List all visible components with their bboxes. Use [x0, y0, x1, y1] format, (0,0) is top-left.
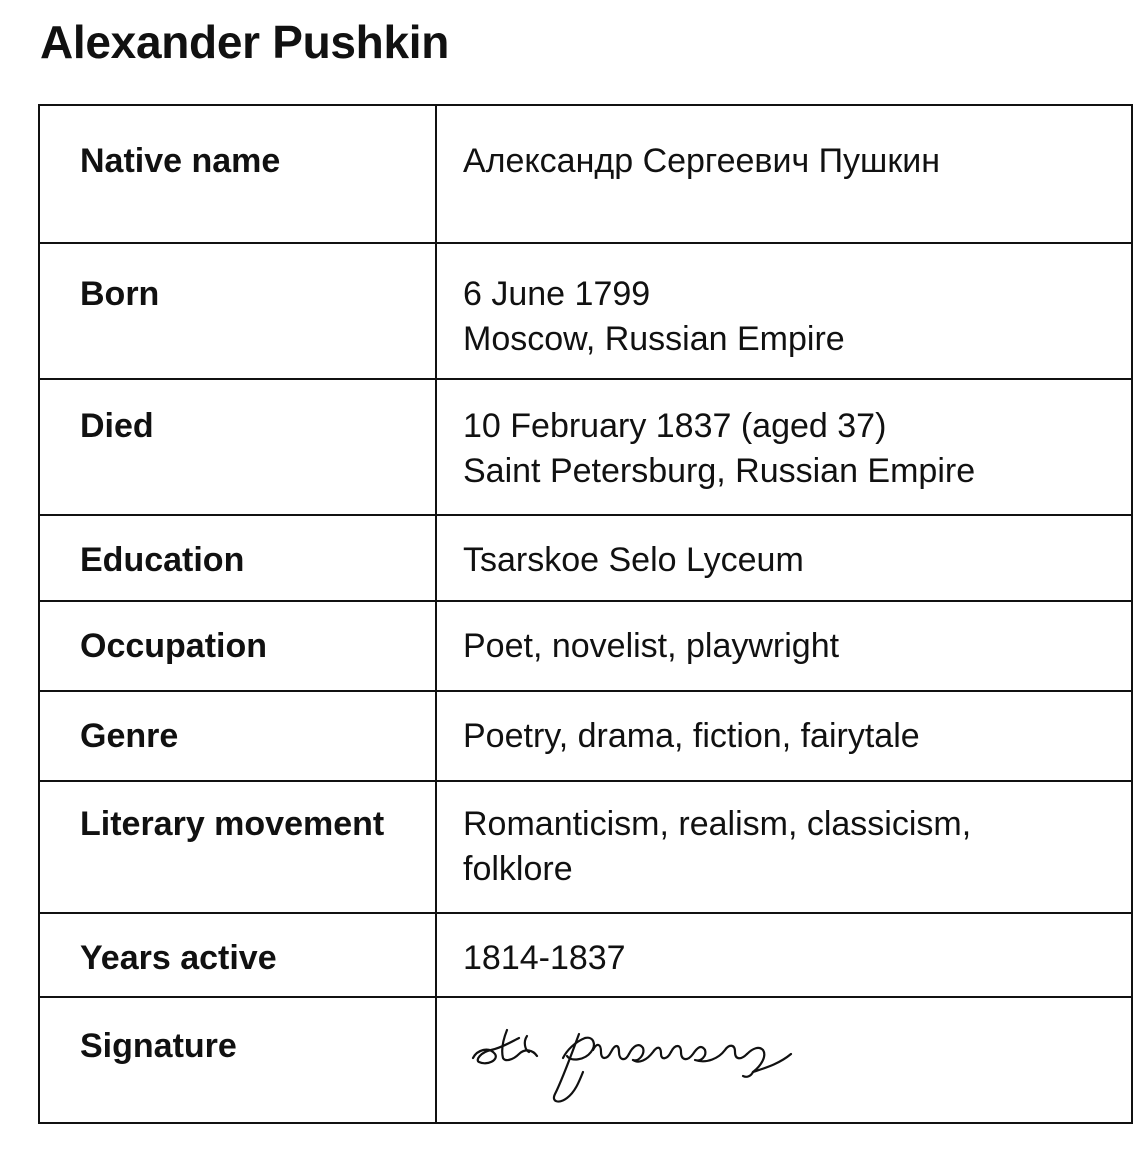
signature-label: Signature: [39, 997, 436, 1123]
infobox-row-years-active: [39, 913, 1132, 997]
literary-movement-value: [436, 781, 1132, 913]
infobox-row-genre: [39, 691, 1132, 781]
born-date: 6 June 1799: [463, 275, 651, 313]
native-name-value: Александр Сергеевич Пушкин: [436, 105, 1132, 243]
literary-movement-line-2: folklore: [463, 850, 573, 888]
years-active-value: 1814-1837: [436, 913, 1132, 997]
born-place: Moscow, Russian Empire: [463, 320, 845, 358]
died-label: Died: [39, 379, 436, 515]
literary-movement-line-1: Romanticism, realism, classicism,: [463, 805, 972, 843]
infobox-row-signature: [39, 997, 1132, 1123]
literary-movement-label: Literary movement: [39, 781, 436, 913]
born-label: Born: [39, 243, 436, 379]
infobox-row-occupation: [39, 601, 1132, 691]
genre-label: Genre: [39, 691, 436, 781]
born-value: [436, 243, 1132, 379]
infobox-row-born: [39, 243, 1132, 379]
genre-value: Poetry, drama, fiction, fairytale: [436, 691, 1132, 781]
infobox-row-education: [39, 515, 1132, 601]
signature-value: [436, 997, 1132, 1123]
died-value: [436, 379, 1132, 515]
signature-image: [467, 1020, 807, 1110]
infobox-table: [38, 104, 1133, 1124]
infobox-row-literary-movement: [39, 781, 1132, 913]
native-name-label: Native name: [39, 105, 436, 243]
died-place: Saint Petersburg, Russian Empire: [463, 452, 976, 490]
education-label: Education: [39, 515, 436, 601]
infobox-row-died: [39, 379, 1132, 515]
education-value: Tsarskoe Selo Lyceum: [436, 515, 1132, 601]
occupation-value: Poet, novelist, playwright: [436, 601, 1132, 691]
infobox-row-native-name: [39, 105, 1132, 243]
occupation-label: Occupation: [39, 601, 436, 691]
died-date: 10 February 1837 (aged 37): [463, 407, 887, 445]
years-active-label: Years active: [39, 913, 436, 997]
page-title: Alexander Pushkin: [40, 16, 450, 68]
